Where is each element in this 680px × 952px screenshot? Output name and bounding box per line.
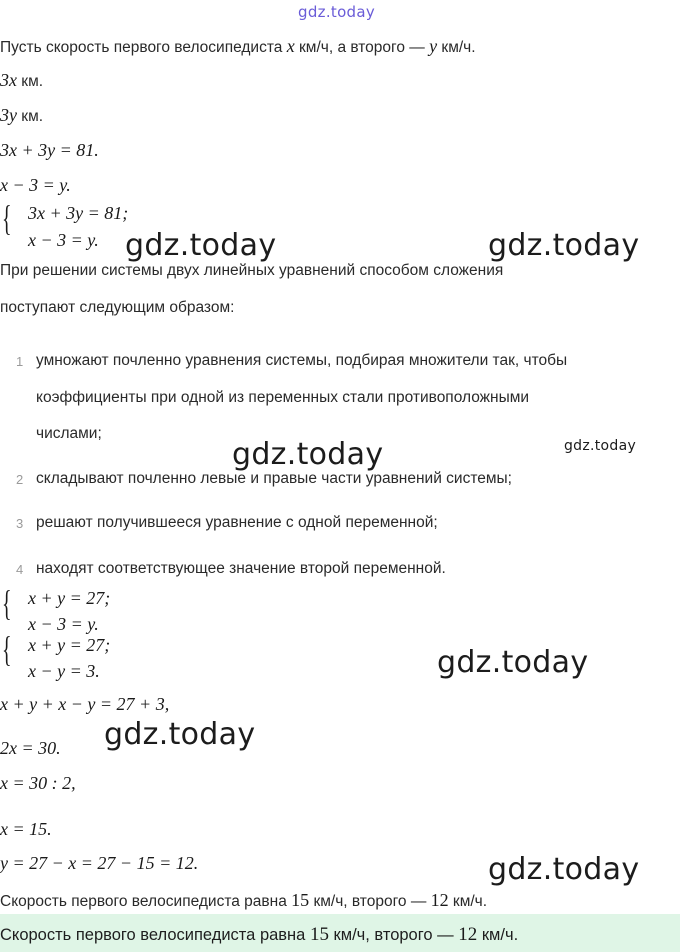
answer-box [0,914,680,952]
step-1-line-3: числами; [36,425,102,442]
step-3-line-1: решают получившееся уравнение с одной переменной; [36,514,438,531]
intro-part-3: км/ч. [437,39,476,56]
equation-sum: 3x + 3y = 81. [0,140,99,160]
system2-eq1: x + y = 27; [28,588,111,608]
step-1-number: 1 [16,354,24,369]
step-1-line-2: коэффициенты при одной из переменных стали противоположными [36,389,530,406]
system-brace-2: { [2,583,12,623]
method-line-2: поступают следующим образом: [0,299,235,316]
watermark-3: gdz.today [232,437,384,472]
result-speed-second: 12 [430,890,449,910]
step-1-line-1: умножают почленно уравнения системы, подбирая множители так, чтобы [36,352,568,369]
step-4-number: 4 [16,562,24,577]
step-2-number: 2 [16,472,24,487]
step-4-line-1: находят соответствующее значение второй переменной. [36,560,446,577]
answer-part-1: Скорость первого велосипедиста равна [0,926,310,944]
solution-y-value: y = 27 − x = 27 − 15 = 12. [0,853,199,873]
watermark-7: gdz.today [488,852,640,887]
solution-x-value: x = 15. [0,819,52,839]
result-part-2: км/ч, второго — [309,893,431,910]
watermark-2: gdz.today [488,228,640,263]
solution-x-div: x = 30 : 2, [0,773,76,793]
solution-add: x + y + x − y = 27 + 3, [0,694,170,714]
equation-diff: x − 3 = y. [0,175,71,195]
distance-first-math: 3x [0,70,17,90]
step-2-line-1: складывают почленно левые и правые части уравнений системы; [36,470,512,487]
watermark-6: gdz.today [104,717,256,752]
method-line-1: При решении системы двух линейных уравнений способом сложения [0,262,504,279]
answer-speed-first: 15 [309,924,329,945]
distance-second-unit: км. [17,108,44,125]
system3-eq1: x + y = 27; [28,635,111,655]
watermark-4: gdz.today [564,438,637,454]
result-part-3: км/ч. [448,893,488,910]
distance-second [0,105,43,126]
distance-first-unit: км. [17,73,44,90]
system-brace-3: { [2,629,12,669]
intro-part-2: км/ч, а второго — [294,39,430,56]
answer-part-2: км/ч, второго — [328,926,459,944]
system2-eq2: x − 3 = y. [28,614,99,634]
intro-text [0,36,476,57]
intro-part-1: Пусть скорость первого велосипедиста [0,39,287,56]
var-y: y [429,36,438,56]
watermark-5: gdz.today [437,645,589,680]
step-3-number: 3 [16,516,24,531]
answer-text [0,924,518,946]
solution-2x: 2x = 30. [0,738,61,758]
answer-part-3: км/ч. [477,926,519,944]
system3-eq2: x − y = 3. [28,661,100,681]
result-speed-first: 15 [291,890,310,910]
result-part-1: Скорость первого велосипедиста равна [0,893,292,910]
system1-eq1: 3x + 3y = 81; [28,203,129,223]
distance-second-math: 3y [0,105,17,125]
system1-eq2: x − 3 = y. [28,230,99,250]
answer-speed-second: 12 [458,924,478,945]
distance-first [0,70,43,91]
watermark-top: gdz.today [298,3,376,21]
var-x: x [286,36,295,56]
result-text [0,890,487,911]
system-brace-1: { [2,198,12,238]
watermark-1: gdz.today [125,228,277,263]
